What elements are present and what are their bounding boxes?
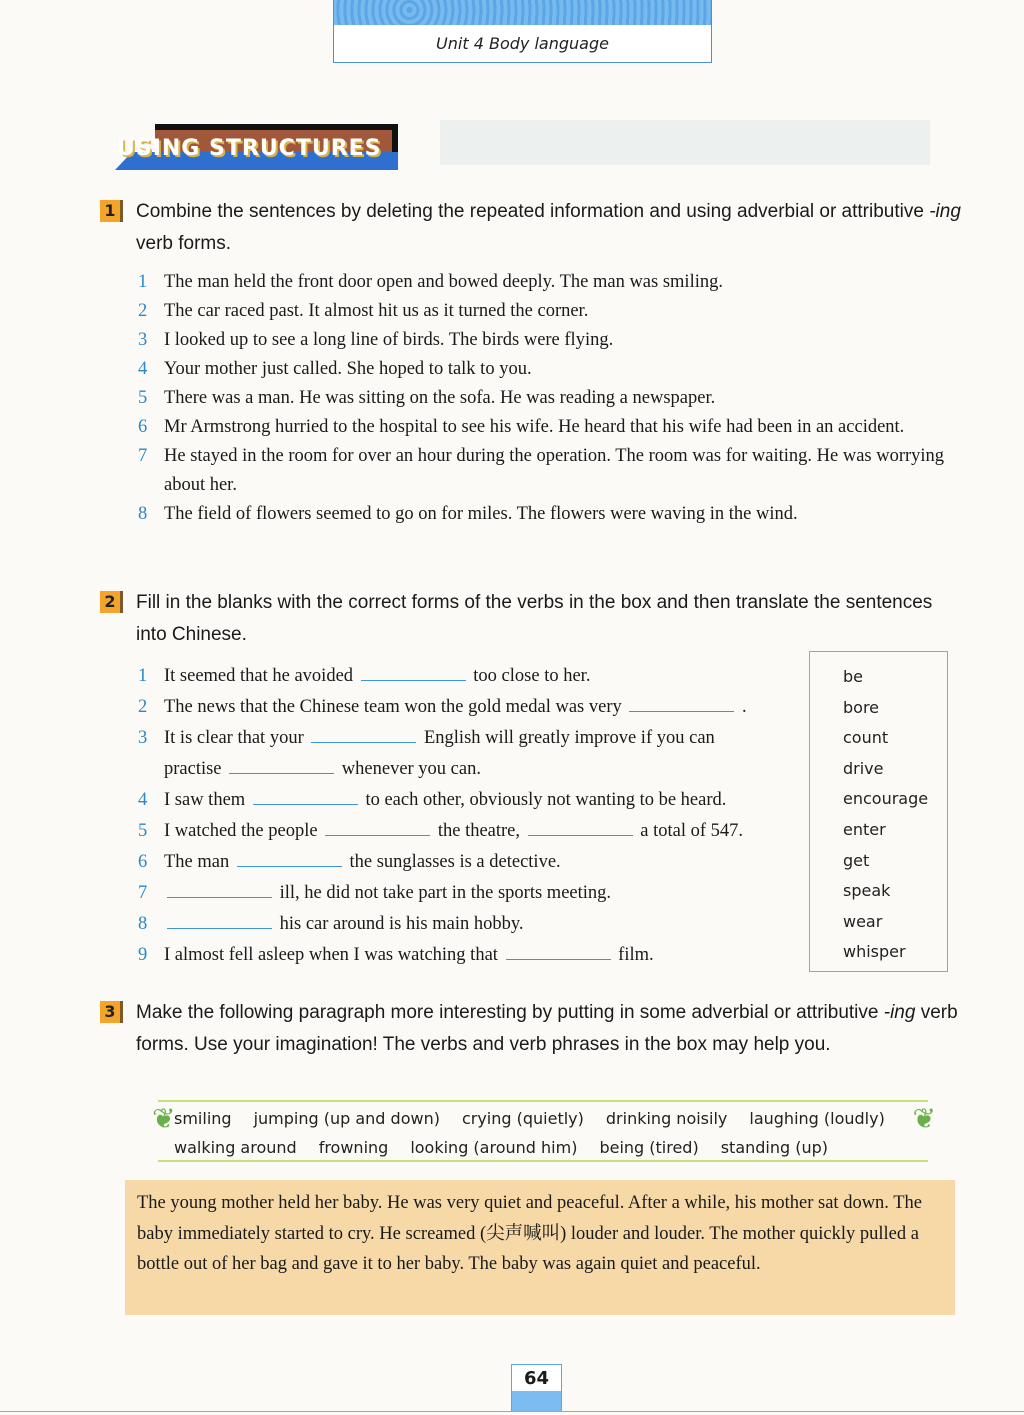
word-box-item: wear: [843, 911, 883, 931]
section-title: USING STRUCTURES: [117, 136, 382, 161]
unit-title: Unit 4 Body language: [436, 34, 609, 53]
exercise-item: [138, 268, 964, 297]
header-decoration: [334, 0, 711, 25]
exercise-items: [138, 661, 804, 971]
exercise-item: [138, 723, 804, 785]
item-text: the theatre,: [437, 821, 521, 841]
item-number: 9: [138, 945, 148, 965]
exercise-paragraph: The young mother held her baby. He was very quiet and peaceful. After a while, his mother sat down. The baby immediately started to cry. He screamed (尖声喊叫) louder and louder. The mother quickly pulled a bottle out of her bag and gave it to her baby. The baby was again quiet and peaceful.: [125, 1180, 955, 1315]
page-number: 64: [523, 1368, 550, 1389]
phrase-item: jumping (up and down): [253, 1109, 440, 1128]
item-number: 5: [138, 821, 148, 841]
item-text: film.: [618, 945, 654, 965]
item-number: 6: [138, 852, 148, 872]
exercise-number-badge: 3: [100, 1001, 123, 1023]
grass-decoration-icon: ❦: [152, 1104, 176, 1135]
phrase-item: frowning: [318, 1138, 389, 1157]
grass-decoration-icon: ❦: [912, 1104, 936, 1135]
item-text: The man: [164, 852, 230, 872]
item-text: I almost fell asleep when I was watching that: [164, 945, 498, 965]
answer-blank[interactable]: [325, 819, 430, 836]
exercise-item: [138, 661, 804, 692]
answer-blank[interactable]: [229, 757, 334, 774]
exercise-instruction: Combine the sentences by deleting the repeated information and using adverbial or attributive -ing verb forms.: [136, 201, 961, 254]
answer-blank[interactable]: [361, 664, 466, 681]
item-text: his car around is his main hobby.: [279, 914, 524, 934]
item-number: 7: [138, 446, 148, 466]
answer-blank[interactable]: [311, 726, 416, 743]
exercise-item: [138, 692, 804, 723]
word-box-item: enter: [843, 819, 886, 839]
item-text: Mr Armstrong hurried to the hospital to see his wife. He heard that his wife had been in an accident.: [164, 417, 905, 437]
item-text: whenever you can.: [341, 759, 481, 779]
word-box-item: count: [843, 728, 889, 748]
answer-blank[interactable]: [167, 881, 272, 898]
verb-word-box: [809, 651, 948, 972]
item-text: The car raced past. It almost hit us as it turned the corner.: [164, 301, 589, 321]
item-number: 2: [138, 301, 148, 321]
item-text: The man held the front door open and bowed deeply. The man was smiling.: [164, 272, 723, 292]
word-box-item: encourage: [843, 789, 929, 809]
exercise-item: [138, 816, 804, 847]
word-box-item: whisper: [843, 942, 906, 962]
exercise-instruction: Fill in the blanks with the correct forms of the verbs in the box and then translate the sentences into Chinese.: [136, 592, 933, 645]
word-box-item: speak: [843, 881, 891, 901]
exercise-item: [138, 326, 964, 355]
exercise-items: [138, 268, 964, 529]
item-number: 8: [138, 504, 148, 524]
item-number: 1: [138, 666, 148, 686]
item-text: I watched the people: [164, 821, 318, 841]
exercise-item: [138, 940, 804, 971]
item-number: 7: [138, 883, 148, 903]
bottom-rule: [0, 1411, 1024, 1412]
page-number-box: [511, 1364, 562, 1412]
answer-blank[interactable]: [629, 695, 734, 712]
item-number: 4: [138, 790, 148, 810]
item-text: I saw them: [164, 790, 246, 810]
exercise-item: [138, 909, 804, 940]
exercise-item: [138, 785, 804, 816]
phrase-row: [158, 1133, 928, 1162]
item-number: 8: [138, 914, 148, 934]
phrase-item: standing (up): [720, 1138, 829, 1157]
item-number: 4: [138, 359, 148, 379]
phrase-item: drinking noisily: [605, 1109, 728, 1128]
item-text: too close to her.: [473, 666, 591, 686]
section-banner: [115, 124, 405, 172]
exercise-item: [138, 878, 804, 909]
word-box-item: get: [843, 850, 870, 870]
item-number: 5: [138, 388, 148, 408]
exercise-item: [138, 355, 964, 384]
item-text: He stayed in the room for over an hour during the operation. The room was for waiting. He was worrying about her.: [164, 446, 945, 495]
item-text: I looked up to see a long line of birds. The birds were flying.: [164, 330, 614, 350]
exercise-1: [100, 196, 964, 529]
item-text: Your mother just called. She hoped to talk to you.: [164, 359, 532, 379]
item-number: 3: [138, 728, 148, 748]
exercise-item: [138, 500, 964, 529]
phrase-item: being (tired): [599, 1138, 699, 1157]
exercise-3: [100, 997, 964, 1061]
item-number: 1: [138, 272, 148, 292]
item-text: It seemed that he avoided: [164, 666, 354, 686]
answer-blank[interactable]: [237, 850, 342, 867]
bleed-through-banner: [440, 120, 930, 165]
item-text: It is clear that your: [164, 728, 304, 748]
answer-blank[interactable]: [253, 788, 358, 805]
answer-blank[interactable]: [167, 912, 272, 929]
item-text: English will greatly improve if you can: [423, 728, 715, 748]
item-number: 2: [138, 697, 148, 717]
phrase-item: walking around: [174, 1138, 297, 1157]
word-box-item: be: [843, 667, 863, 686]
unit-header: [333, 0, 712, 63]
phrase-item: looking (around him): [410, 1138, 578, 1157]
exercise-number-badge: 1: [100, 200, 123, 222]
item-text: .: [742, 697, 747, 717]
exercise-item: [138, 384, 964, 413]
item-text: The field of flowers seemed to go on for miles. The flowers were waving in the wind.: [164, 504, 798, 524]
item-text: practise: [164, 759, 222, 779]
item-text: The news that the Chinese team won the gold medal was very: [164, 697, 622, 717]
item-text: There was a man. He was sitting on the sofa. He was reading a newspaper.: [164, 388, 716, 408]
item-text: to each other, obviously not wanting to be heard.: [365, 790, 727, 810]
exercise-item: [138, 297, 964, 326]
answer-blank[interactable]: [528, 819, 633, 836]
exercise-item: [138, 413, 964, 442]
exercise-item: [138, 847, 804, 878]
word-box-item: drive: [843, 758, 884, 778]
exercise-instruction: Make the following paragraph more interesting by putting in some adverbial or attributive -ing verb forms. Use your imagination! The verbs and verb phrases in the box may help you.: [136, 1002, 958, 1055]
exercise-number-badge: 2: [100, 591, 123, 613]
phrase-item: crying (quietly): [461, 1109, 584, 1128]
item-text: ill, he did not take part in the sports meeting.: [279, 883, 612, 903]
phrase-row: [158, 1104, 928, 1133]
word-box-item: bore: [843, 697, 880, 717]
item-number: 6: [138, 417, 148, 437]
phrase-item: laughing (loudly): [749, 1109, 885, 1128]
item-number: 3: [138, 330, 148, 350]
phrase-item: smiling: [174, 1109, 232, 1128]
exercise-item: [138, 442, 964, 500]
phrase-box: [152, 1100, 936, 1162]
answer-blank[interactable]: [506, 943, 611, 960]
item-text: the sunglasses is a detective.: [349, 852, 561, 872]
item-text: a total of 547.: [640, 821, 744, 841]
